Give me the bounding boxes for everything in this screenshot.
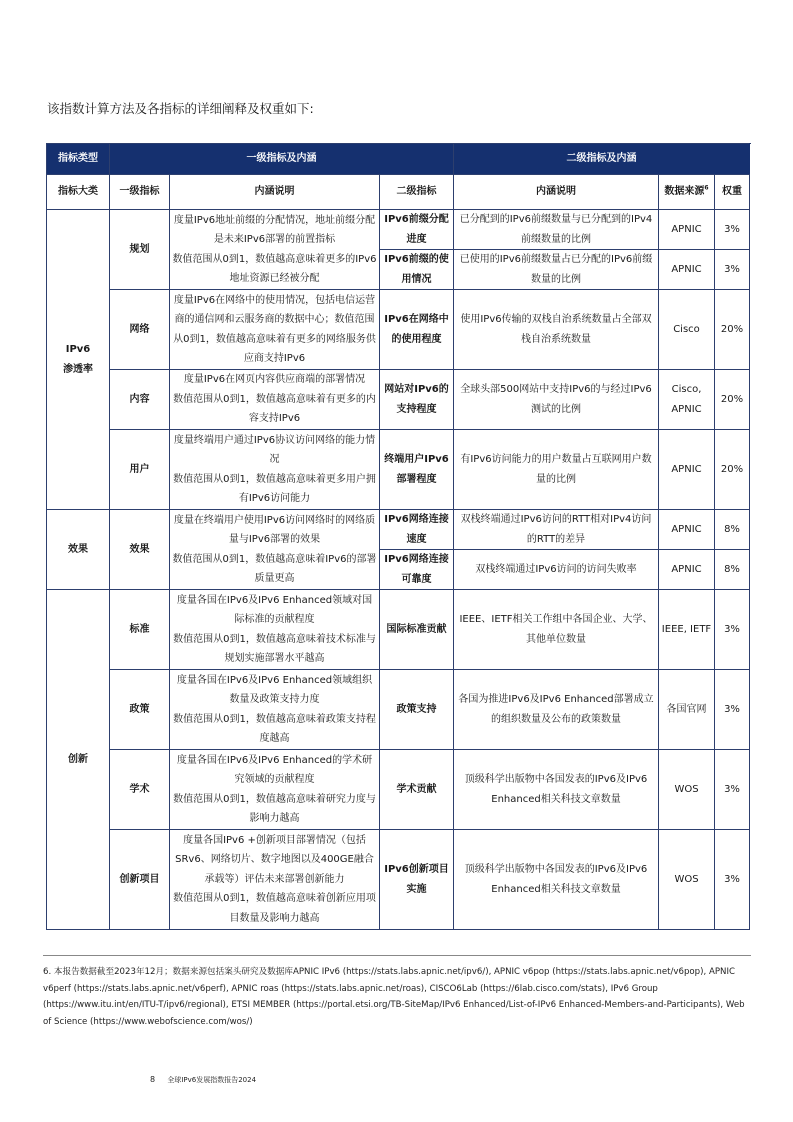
table-body [47,175,750,930]
subheader-source-label: 数据来源 [664,186,705,198]
weight: 3% [715,830,750,930]
level2-indicator: IPv6前缀分配进度 [380,210,454,250]
weight: 20% [715,370,750,430]
table-row [47,590,750,670]
data-source: WOS [659,830,715,930]
table-row [47,670,750,750]
weight: 3% [715,670,750,750]
level1-indicator: 创新项目 [110,830,170,930]
level2-description: 全球头部500网站中支持IPv6的与经过IPv6测试的比例 [454,370,659,430]
level1-description: 度量各国在IPv6及IPv6 Enhanced领域组织数量及政策支持力度 数值范围从0到1，数值越高意味着政策支持程度越高 [170,670,380,750]
level1-indicator: 网络 [110,290,170,370]
level1-indicator: 政策 [110,670,170,750]
footnote-ref: 6 [704,184,709,192]
level1-description: 度量在终端用户使用IPv6访问网络时的网络质量与IPv6部署的效果 数值范围从0到1，数值越高意味着IPv6的部署质量更高 [170,510,380,590]
level2-indicator: IPv6网络连接速度 [380,510,454,550]
level1-description: 度量IPv6在网页内容供应商端的部署情况 数值范围从0到1，数值越高意味着有更多的内容支持IPv6 [170,370,380,430]
level2-description: 各国为推进IPv6及IPv6 Enhanced部署成立的组织数量及公布的政策数量 [454,670,659,750]
weight: 8% [715,550,750,590]
level1-indicator: 效果 [110,510,170,590]
subheader-l2-desc: 内涵说明 [454,175,659,210]
level1-description: 度量IPv6地址前缀的分配情况，地址前缀分配是未来IPv6部署的前置指标 数值范围从0到1，数值越高意味着更多的IPv6地址资源已经被分配 [170,210,380,290]
table-row [47,370,750,430]
data-source: APNIC [659,250,715,290]
level1-description: 度量各国在IPv6及IPv6 Enhanced领域对国际标准的贡献程度 数值范围从0到1，数值越高意味着技术标准与规划实施部署水平越高 [170,590,380,670]
level1-indicator: 用户 [110,430,170,510]
subheader-weight: 权重 [715,175,750,210]
level2-description: 已使用的IPv6前缀数量占已分配的IPv6前缀数量的比例 [454,250,659,290]
level1-indicator: 内容 [110,370,170,430]
subheader-l2: 二级指标 [380,175,454,210]
data-source: Cisco [659,290,715,370]
page-number: 8 [150,1075,156,1084]
subheader-category: 指标大类 [47,175,110,210]
data-source: APNIC [659,210,715,250]
index-table [46,143,750,930]
table-row [47,510,750,550]
level2-indicator: 学术贡献 [380,750,454,830]
data-source: Cisco, APNIC [659,370,715,430]
intro-text: 该指数计算方法及各指标的详细阐释及权重如下: [47,101,314,116]
level2-description: 已分配到的IPv6前缀数量与已分配到的IPv4前缀数量的比例 [454,210,659,250]
level2-indicator: IPv6前缀的使用情况 [380,250,454,290]
level2-description: IEEE、IETF相关工作组中各国企业、大学、其他单位数量 [454,590,659,670]
header-level2: 二级指标及内涵 [454,144,750,175]
weight: 8% [715,510,750,550]
subheader-l1: 一级指标 [110,175,170,210]
level2-indicator: IPv6创新项目实施 [380,830,454,930]
level2-description: 双栈终端通过IPv6访问的RTT相对IPv4访问的RTT的差异 [454,510,659,550]
weight: 20% [715,290,750,370]
subheader-l1-desc: 内涵说明 [170,175,380,210]
footnote-divider [43,955,751,956]
level1-description: 度量各国在IPv6及IPv6 Enhanced的学术研究领域的贡献程度 数值范围从0到1，数值越高意味着研究力度与影响力越高 [170,750,380,830]
table-row [47,430,750,510]
level1-indicator: 规划 [110,210,170,290]
table-row [47,830,750,930]
table-row [47,210,750,250]
footnote: 6. 本报告数据截至2023年12月；数据来源包括案头研究及数据库APNIC IPv6 (https://stats.labs.apnic.net/ipv6/), APNIC v6pop (https://stats.labs.apnic.net/v6pop), APNIC v6perf (https://stats.labs.apnic.net/v6perf), APNIC roas (https://stats.labs.apnic.net/roas), CISCO6Lab (https://6lab.cisco.com/stats), IPv6 Group (https://www.itu.int/en/ITU-T/ipv6/regional), ETSI MEMBER (https://portal.etsi.org/TB-SiteMap/IPv6 Enhanced/List-of-IPv6 Enhanced-Members-and-Participants), Web of Science (https://www.webofscience.com/wos/) [43,967,745,1027]
level2-indicator: IPv6网络连接可靠度 [380,550,454,590]
table-row [47,750,750,830]
level1-indicator: 标准 [110,590,170,670]
category-cell: 创新 [47,590,110,930]
level2-indicator: 网站对IPv6的支持程度 [380,370,454,430]
level2-indicator: 国际标准贡献 [380,590,454,670]
data-source: APNIC [659,430,715,510]
level1-description: 度量终端用户通过IPv6协议访问网络的能力情况 数值范围从0到1，数值越高意味着更多用户拥有IPv6访问能力 [170,430,380,510]
data-source: APNIC [659,550,715,590]
level1-description: 度量IPv6在网络中的使用情况，包括电信运营商的通信网和云服务商的数据中心；数值范围从0到1，数值越高意味着有更多的网络服务供应商支持IPv6 [170,290,380,370]
table-row [47,290,750,370]
level1-description: 度量各国IPv6 +创新项目部署情况（包括SRv6、网络切片、数字地图以及400GE融合承载等）评估未来部署创新能力 数值范围从0到1，数值越高意味着创新应用项目数量及影响力越高 [170,830,380,930]
header-type: 指标类型 [47,144,110,175]
subheader-row [47,175,750,210]
weight: 3% [715,590,750,670]
data-source: 各国官网 [659,670,715,750]
data-source: IEEE, IETF [659,590,715,670]
subheader-source [659,175,715,210]
data-source: WOS [659,750,715,830]
category-cell: IPv6 渗透率 [47,210,110,510]
level2-description: 有IPv6访问能力的用户数量占互联网用户数量的比例 [454,430,659,510]
weight: 3% [715,250,750,290]
category-cell: 效果 [47,510,110,590]
header-level1: 一级指标及内涵 [110,144,454,175]
weight: 3% [715,210,750,250]
report-title: 全球IPv6发展指数报告2024 [167,1076,257,1084]
level2-indicator: IPv6在网络中的使用程度 [380,290,454,370]
data-source: APNIC [659,510,715,550]
level2-description: 双栈终端通过IPv6访问的访问失败率 [454,550,659,590]
level2-indicator: 终端用户IPv6部署程度 [380,430,454,510]
page-footer [150,1075,256,1085]
level2-description: 顶级科学出版物中各国发表的IPv6及IPv6 Enhanced相关科技文章数量 [454,750,659,830]
level2-description: 顶级科学出版物中各国发表的IPv6及IPv6 Enhanced相关科技文章数量 [454,830,659,930]
weight: 3% [715,750,750,830]
level2-indicator: 政策支持 [380,670,454,750]
weight: 20% [715,430,750,510]
level1-indicator: 学术 [110,750,170,830]
level2-description: 使用IPv6传输的双栈自治系统数量占全部双栈自治系统数量 [454,290,659,370]
